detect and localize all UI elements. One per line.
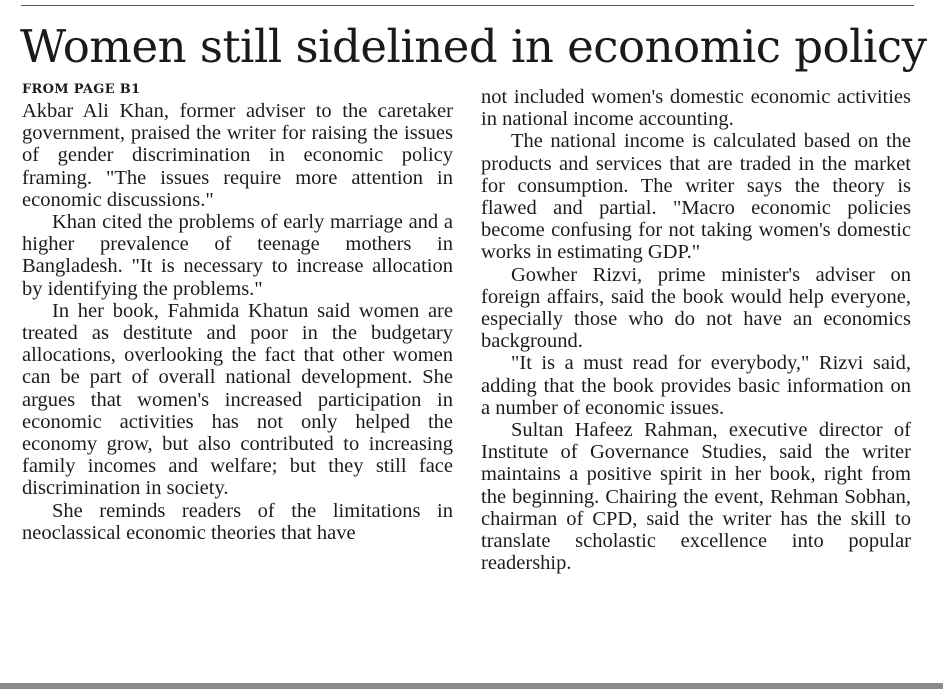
paragraph: Gowher Rizvi, prime minister's adviser on foreign affairs, said the book would help everyone, especially those who do not have an economics background. — [481, 263, 911, 353]
article-column-left — [22, 82, 453, 544]
continuation-kicker: FROM PAGE B1 — [22, 82, 141, 97]
top-rule — [21, 5, 914, 6]
paragraph: The national income is calculated based on the products and services that are traded in the market for consumption. The writer says the theory is flawed and partial. "Macro economic policies become confusing for not taking women's domestic works in estimating GDP." — [481, 130, 911, 264]
paragraph: not included women's domestic economic activities in national income accounting. — [481, 86, 911, 131]
article-column-right — [481, 86, 911, 574]
paragraph: In her book, Fahmida Khatun said women are treated as destitute and poor in the budgetary allocations, overlooking the fact that other women can be part of overall national development. She argues that women's increased participation in economic activities has not only helped the economy grow, but also contributed to increasing family incomes and welfare; but they still face discrimination in society. — [22, 299, 453, 500]
paragraph: She reminds readers of the limitations in neoclassical economic theories that have — [22, 499, 453, 544]
paragraph: Akbar Ali Khan, former adviser to the caretaker government, praised the writer for raising the issues of gender discrimination in economic policy framing. "The issues require more attention in economic discussions." — [22, 100, 453, 211]
paragraph: Sultan Hafeez Rahman, executive director of Institute of Governance Studies, said the writer maintains a positive spirit in her book, right from the beginning. Chairing the event, Rehman Sobhan, chairman of CPD, said the writer has the skill to translate scholastic excellence into popular readership. — [481, 419, 911, 575]
bottom-rule — [0, 683, 943, 689]
paragraph: Khan cited the problems of early marriage and a higher prevalence of teenage mothers in Bangladesh. "It is necessary to increase allocation by identifying the problems." — [22, 211, 453, 300]
paragraph: "It is a must read for everybody," Rizvi said, adding that the book provides basic information on a number of economic issues. — [481, 352, 911, 419]
article-headline: Women still sidelined in economic policy — [20, 20, 927, 73]
